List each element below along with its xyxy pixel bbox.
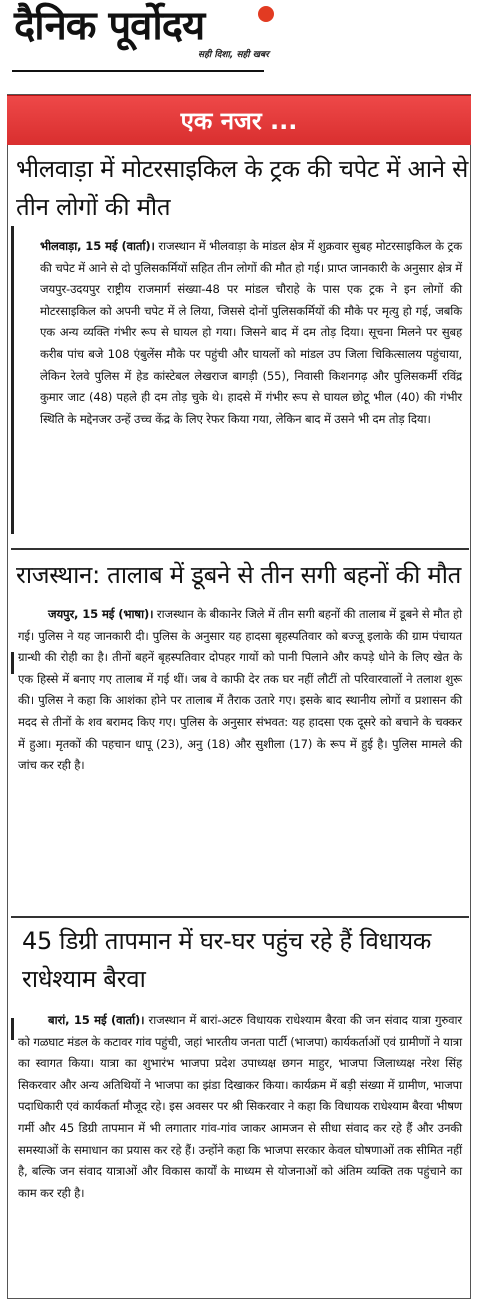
story-1-text: राजस्थान में भीलवाड़ा के मांडल क्षेत्र में शुक्रवार सुबह मोटरसाइकिल के ट्रक की चपेट में आने से दो पुलिसकर्मियों सहित तीन लोगों की मौत हो गई। प्राप्त जानकारी के अनुसार क्षेत्र में जयपुर-उदयपुर राष्ट्रीय राजमार्ग संख्या-48 पर मांडल चौराहे के पास एक ट्रक ने इन लोगों की मोटरसाइकिल को अपनी चपेट में ले लिया, जिससे दोनों पुलिसकर्मियों की मौके पर मृत्यु हो गई, जबकि एक अन्य व्यक्ति गंभीर रूप से घायल हो गया। जिसने बाद में दम तोड़ दिया। सूचना मिलने पर सुबह करीब पांच बजे 108 एंबुलेंस मौके पर पहुंची और घायलों को मांडल उप जिला चिकित्सालय पहुंचाया, लेकिन रेलवे पुलिस में हेड कांस्टेबल लेखराज बागड़ी (55), निवासी किशनगढ़ और पुलिसकर्मी रविंद्र कुमार जाट (48) पहले ही दम तोड़ चुके थे। हादसे में गंभीर रूप से घायल छोटू भील (40) की गंभीर स्थिति के मद्देनजर उन्हें उच्च केंद्र के लिए रेफर किया गया, लेकिन बाद में उसने भी दम तोड़ दिया। xyxy=(40,239,462,426)
section-banner-label: एक नजर ... xyxy=(180,107,298,135)
story-3-dateline: बारां, 15 मई (वार्ता)। xyxy=(48,1013,145,1027)
story-2-headline: राजस्थान: तालाब में डूबने से तीन सगी बहनों की मौत xyxy=(16,561,461,589)
story-1-headline: भीलवाड़ा में मोटरसाइकिल के ट्रक की चपेट में आने से तीन लोगों की मौत xyxy=(16,155,469,221)
story-3-headline: 45 डिग्री तापमान में घर-घर पहुंच रहे हैं विधायक राधेश्याम बैरवा xyxy=(22,927,432,993)
story-1-body xyxy=(14,236,468,430)
story-2-text: राजस्थान के बीकानेर जिले में तीन सगी बहनों की तालाब में डूबने से मौत हो गई। पुलिस ने यह जानकारी दी। पुलिस के अनुसार यह हादसा बृहस्पतिवार को बज्जू इलाके की ग्राम पंचायत ग्रान्धी की रोही का है। तीनों बहनें बृहस्पतिवार दोपहर गायों को पानी पिलाने और कपड़े धोने के लिए खेत के एक हिस्से में बनाए गए तालाब में गई थीं। जब वे काफी देर तक घर नहीं लौटीं तो परिवारवालों ने तलाश शुरू की। पुलिस ने कहा कि आशंका होने पर तालाब में तैराक उतारे गए। इसके बाद स्थानीय लोगों व प्रशासन की मदद से तीनों के शव बरामद किए गए। पुलिस के अनुसार संभवत: यह हादसा एक दूसरे को बचाने के चक्कर में हुआ। मृतकों की पहचान धापू (23), अनु (18) और सुशीला (17) के रूप में हुई है। पुलिस मामले की जांच कर रही है। xyxy=(18,607,462,773)
story-1-dateline: भीलवाड़ा, 15 मई (वार्ता)। xyxy=(40,239,155,253)
masthead xyxy=(0,0,478,76)
newspaper-tagline: सही दिशा, सही खबर xyxy=(198,50,269,60)
story-3-body xyxy=(14,1010,468,1204)
story-3-text: राजस्थान में बारां-अटरु विधायक राधेश्याम बैरवा की जन संवाद यात्रा गुरुवार को गळघाट मंडल के कटावर गांव पहुंची, जहां भारतीय जनता पार्टी (भाजपा) कार्यकर्ताओं एवं ग्रामीणों ने यात्रा का स्वागत किया। यात्रा का शुभारंभ भाजपा प्रदेश उपाध्यक्ष छगन माहुर, भाजपा जिलाध्यक्ष नरेश सिंह सिकरवार और अन्य अतिथियों ने भाजपा का झंडा दिखाकर किया। कार्यक्रम में बड़ी संख्या में ग्रामीण, भाजपा पदाधिकारी एवं कार्यकर्ता मौजूद रहे। इस अवसर पर श्री सिकरवार ने कहा कि विधायक राधेश्याम बैरवा भीषण गर्मी और 45 डिग्री तापमान में भी लगातार गांव-गांव जाकर आमजन से सीधा संवाद कर रहे हैं और उनकी समस्याओं के समाधान का प्रयास कर रहे हैं। उन्होंने कहा कि भाजपा सरकार केवल घोषणाओं तक सीमित नहीं है, बल्कि जन संवाद यात्राओं और विकास कार्यों के माध्यम से योजनाओं को अंतिम व्यक्ति तक पहुंचाने का काम कर रही है। xyxy=(18,1013,462,1200)
logo-sun-icon xyxy=(258,6,274,22)
story-divider-1 xyxy=(11,548,469,550)
story-2-body xyxy=(14,604,468,777)
story-1-left-rule xyxy=(11,226,14,534)
section-banner xyxy=(7,95,471,145)
story-divider-2 xyxy=(11,916,469,918)
story-3-left-rule xyxy=(11,1018,14,1040)
masthead-rule xyxy=(12,70,264,72)
news-story-1 xyxy=(14,150,468,540)
story-2-left-rule xyxy=(11,652,14,674)
story-2-dateline: जयपुर, 15 मई (भाषा)। xyxy=(48,607,154,621)
newspaper-logo-title: दैनिक पूर्वोदय xyxy=(14,3,205,49)
news-story-2 xyxy=(14,556,468,916)
news-story-3 xyxy=(14,922,468,1297)
